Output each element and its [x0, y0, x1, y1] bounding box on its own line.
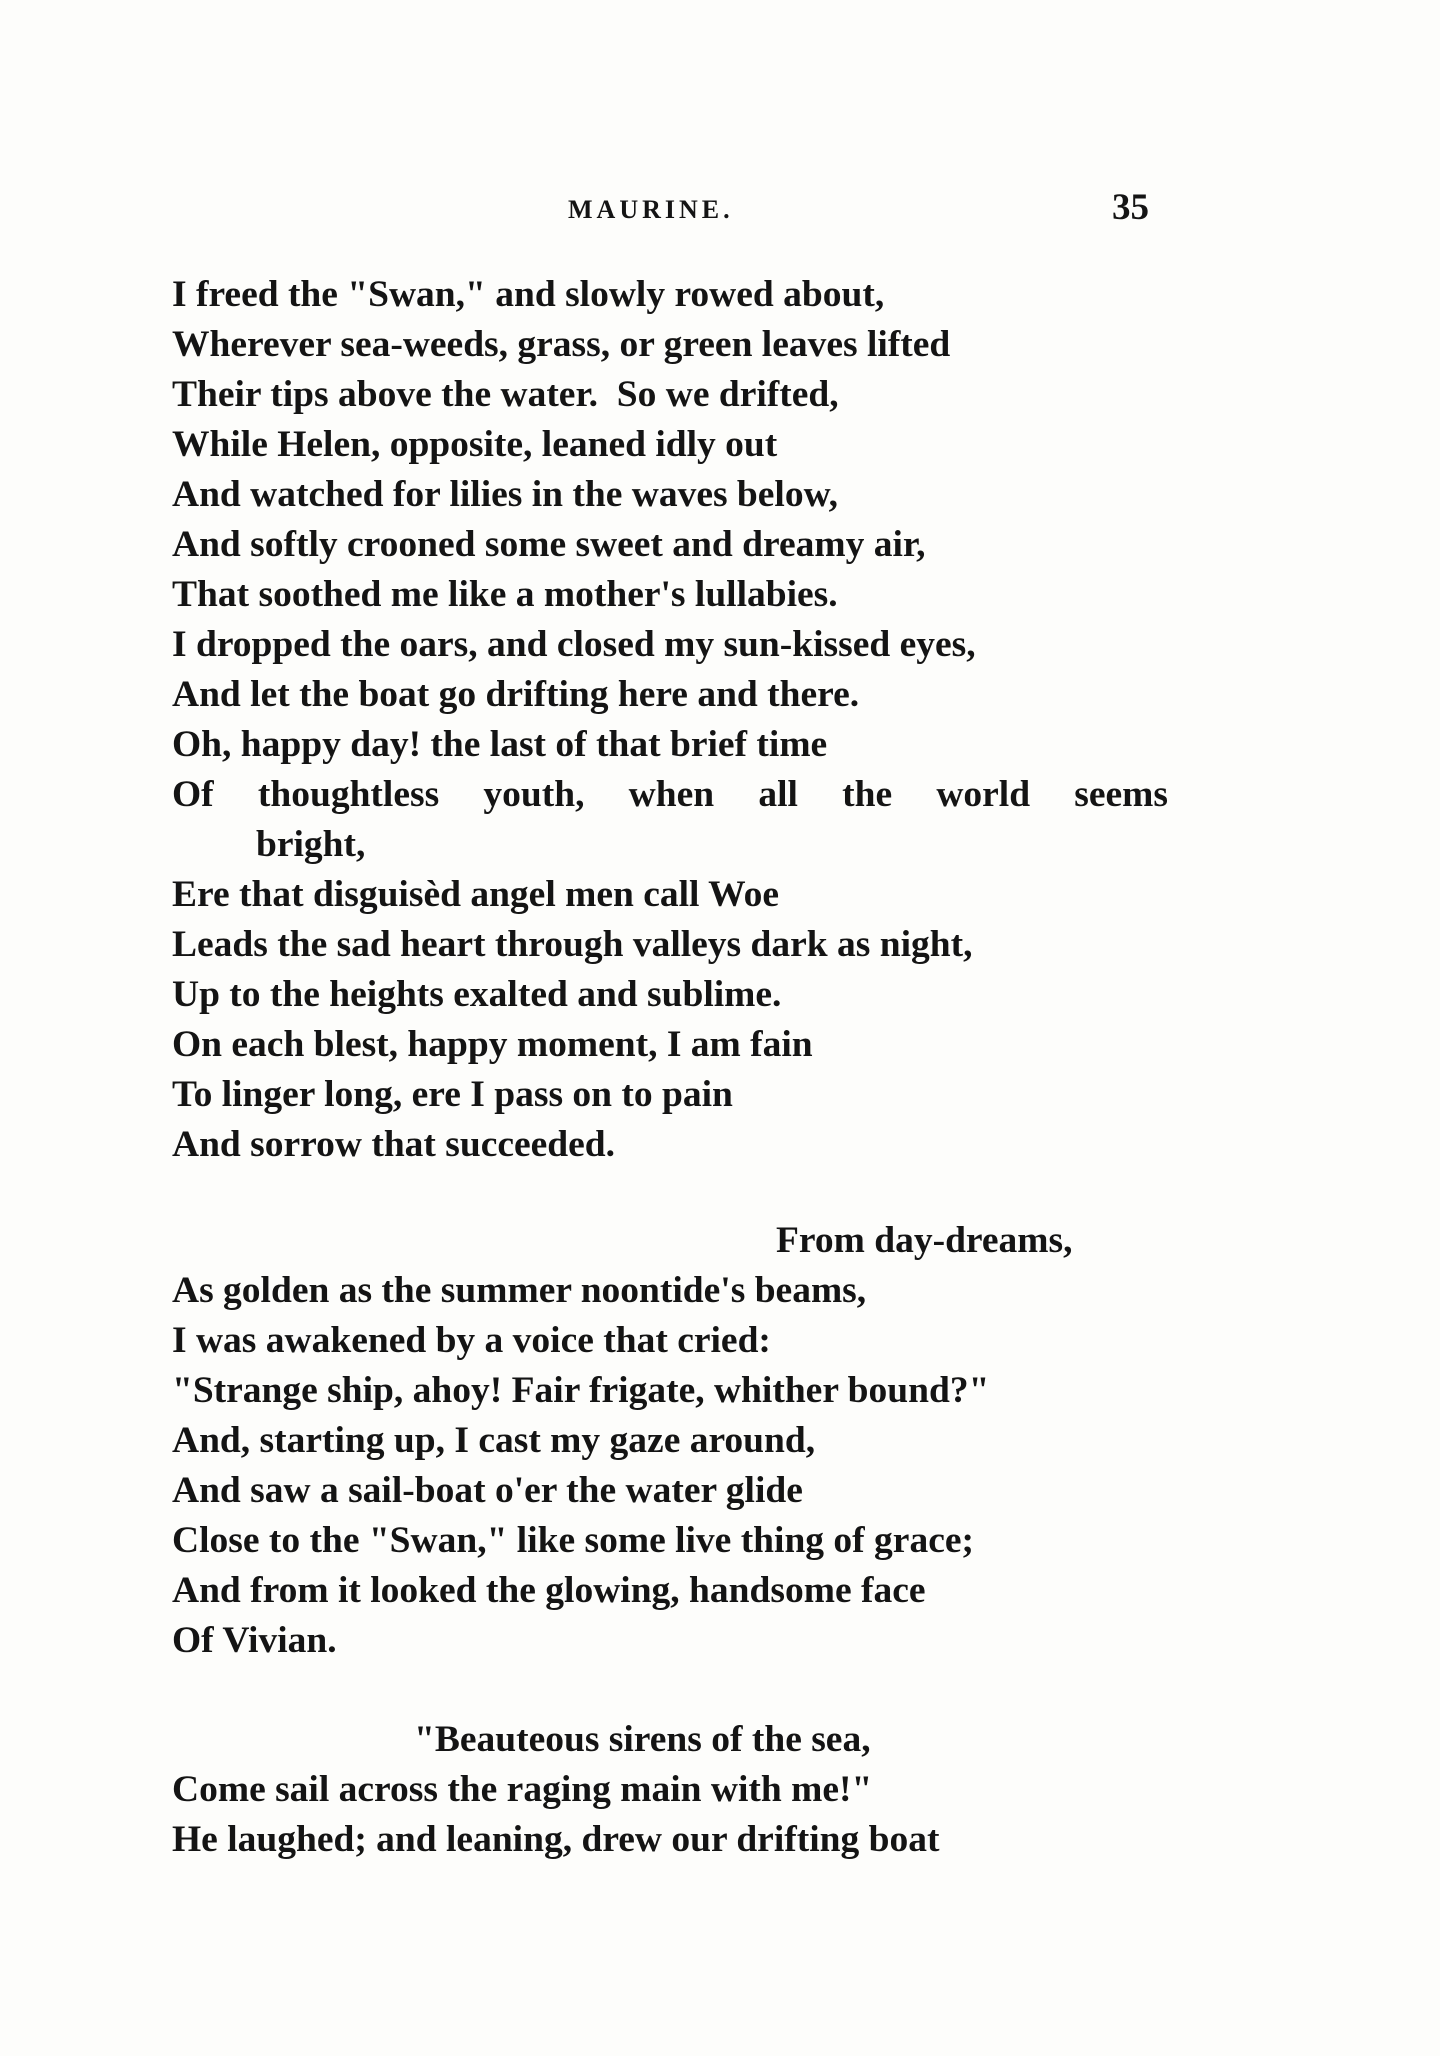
verse-line: Oh, happy day! the last of that brief time [172, 724, 828, 765]
verse-line: And saw a sail-boat o'er the water glide [172, 1470, 803, 1511]
verse-line: And, starting up, I cast my gaze around, [172, 1420, 816, 1461]
verse-line: And from it looked the glowing, handsome face [172, 1570, 926, 1611]
verse-line: Close to the "Swan," like some live thing of grace; [172, 1520, 974, 1561]
verse-line: I was awakened by a voice that cried: [172, 1320, 771, 1361]
verse-line: Ere that disguisèd angel men call Woe [172, 874, 779, 915]
verse-line-continuation: bright, [256, 824, 366, 865]
verse-line-text: Of thoughtless youth, when all the world seems [172, 774, 1168, 815]
verse-line: And watched for lilies in the waves below, [172, 474, 838, 515]
verse-line: To linger long, ere I pass on to pain [172, 1074, 733, 1115]
verse-line: From day-dreams, [776, 1220, 1073, 1261]
stanza-3 [172, 1715, 1292, 1865]
verse-line: Wherever sea-weeds, grass, or green leaves lifted [172, 324, 951, 365]
verse-line: That soothed me like a mother's lullabies. [172, 574, 838, 615]
verse-line: Their tips above the water. So we drifted, [172, 374, 839, 415]
verse-line: Leads the sad heart through valleys dark as night, [172, 924, 973, 965]
verse-line: Come sail across the raging main with me!" [172, 1769, 873, 1810]
verse-line: "Strange ship, ahoy! Fair frigate, whither bound?" [172, 1370, 990, 1411]
verse-line: While Helen, opposite, leaned idly out [172, 424, 778, 465]
verse-line: Of Vivian. [172, 1620, 337, 1661]
verse-line: And softly crooned some sweet and dreamy air, [172, 524, 926, 565]
verse-line: And let the boat go drifting here and there. [172, 674, 860, 715]
verse-line: And sorrow that succeeded. [172, 1124, 616, 1165]
page-number: 35 [1112, 187, 1149, 228]
running-title: MAURINE. [568, 195, 734, 224]
verse-line: I freed the "Swan," and slowly rowed about, [172, 274, 885, 315]
stanza-1 [172, 270, 1292, 1170]
verse-line: "Beauteous sirens of the sea, [414, 1719, 871, 1760]
verse-line: Up to the heights exalted and sublime. [172, 974, 782, 1015]
verse-line: He laughed; and leaning, drew our drifting boat [172, 1819, 940, 1860]
verse-line: As golden as the summer noontide's beams, [172, 1270, 867, 1311]
verse-line: I dropped the oars, and closed my sun-kissed eyes, [172, 624, 976, 665]
verse-line: On each blest, happy moment, I am fain [172, 1024, 813, 1065]
stanza-2 [172, 1216, 1292, 1666]
verse-line [172, 770, 1292, 820]
